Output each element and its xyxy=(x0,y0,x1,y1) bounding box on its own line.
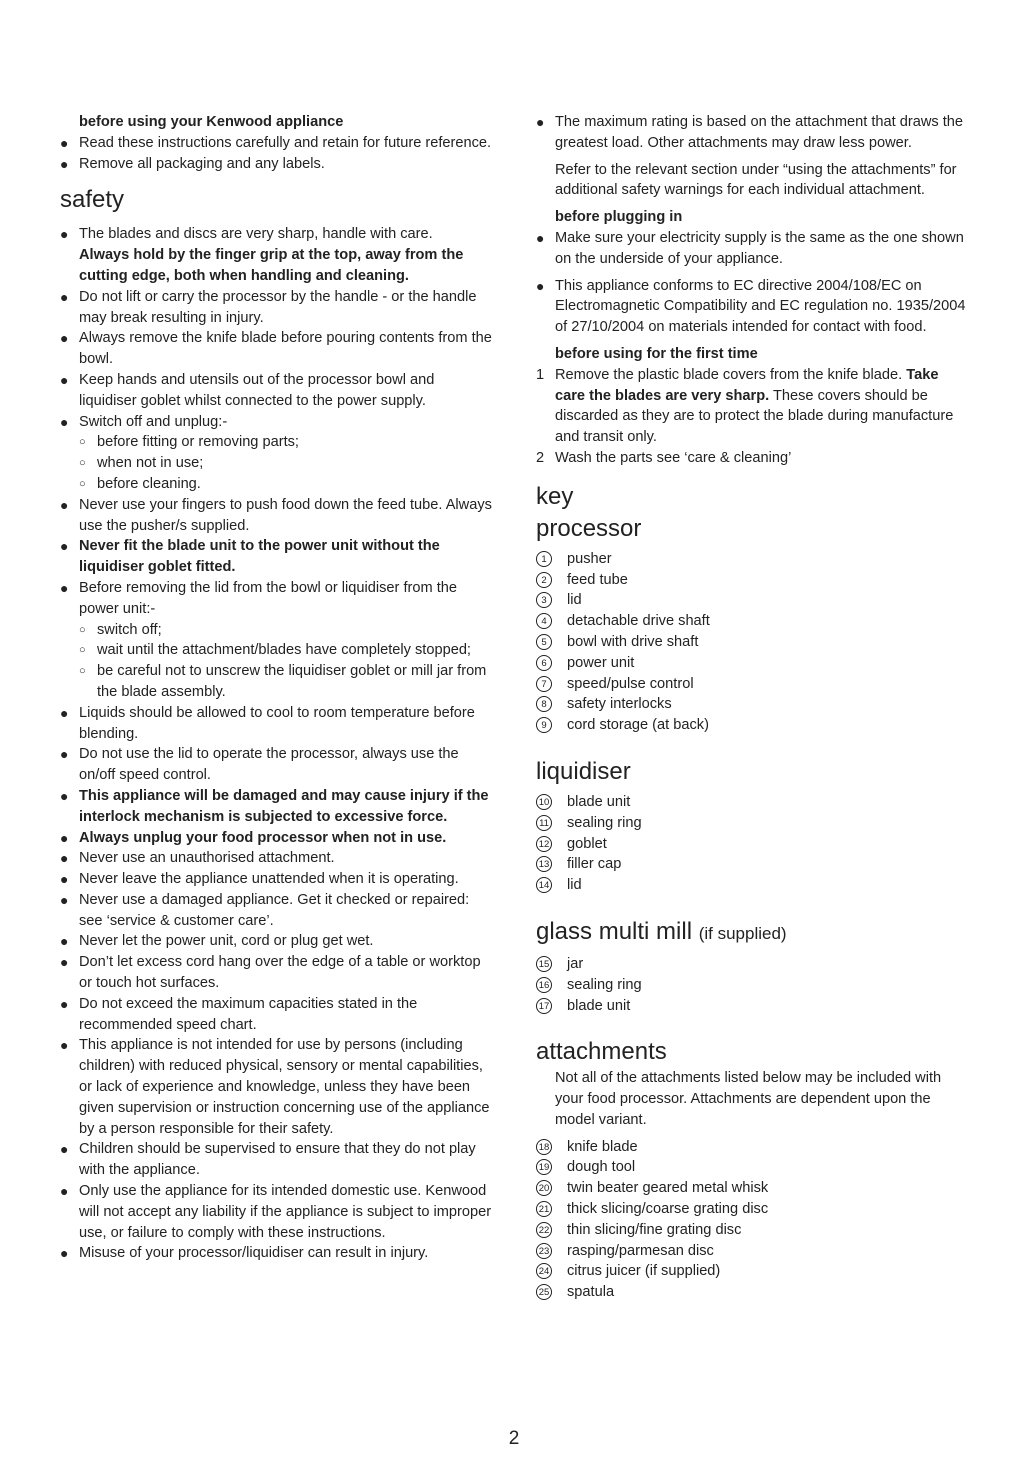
list-item: ● Never use a damaged appliance. Get it checked or repaired: see ‘service & customer care’. xyxy=(60,891,470,929)
key-item xyxy=(536,549,968,570)
key-item xyxy=(536,875,968,896)
key-item xyxy=(536,1220,968,1241)
key-item-label: thin slicing/fine grating disc xyxy=(567,1221,742,1238)
list-item: ● Liquids should be allowed to cool to room temperature before blending. xyxy=(60,704,475,742)
list-item: ● This appliance will be damaged and may cause injury if the interlock mechanism is subjected to excessive force. xyxy=(60,787,489,825)
bullet-icon: ● xyxy=(60,413,69,430)
key-item-label: power unit xyxy=(567,654,635,671)
circled-number: 13 xyxy=(536,856,552,872)
list-item: ● Never let the power unit, cord or plug get wet. xyxy=(60,931,492,952)
attachments-key-list xyxy=(536,1137,968,1303)
safety-heading: safety xyxy=(60,186,125,214)
key-item-label: blade unit xyxy=(567,793,631,810)
key-item xyxy=(536,1137,968,1158)
bullet-icon: ● xyxy=(60,1183,69,1200)
bullet-icon: ● xyxy=(536,114,545,130)
glass-multi-mill-heading: glass multi mill (if supplied) xyxy=(536,917,787,945)
right-column xyxy=(536,112,968,1303)
key-item xyxy=(536,854,968,875)
mill-key-list xyxy=(536,954,968,1016)
processor-heading: processor xyxy=(536,514,642,542)
key-item xyxy=(536,834,968,855)
key-item xyxy=(536,694,968,715)
circled-number: 20 xyxy=(536,1180,552,1196)
list-item: ● Always unplug your food processor when not in use. xyxy=(60,828,492,849)
key-item xyxy=(536,996,968,1017)
bullet-icon: ● xyxy=(60,1141,69,1158)
circled-number: 8 xyxy=(536,696,552,712)
bullet-icon: ● xyxy=(60,330,69,347)
list-item: ● Never use your fingers to push food down the feed tube. Always use the pusher/s supplied. xyxy=(60,496,492,534)
bullet-icon: ● xyxy=(60,933,69,950)
circled-number: 23 xyxy=(536,1243,552,1259)
key-item-label: detachable drive shaft xyxy=(567,613,710,630)
left-column xyxy=(60,112,492,1264)
bullet-icon: ● xyxy=(60,787,69,804)
key-item xyxy=(536,570,968,591)
key-item-label: dough tool xyxy=(567,1159,636,1176)
bullet-icon: ● xyxy=(60,155,69,172)
key-item-label: safety interlocks xyxy=(567,696,672,713)
key-item xyxy=(536,1157,968,1178)
plugging-heading: before plugging in xyxy=(555,209,683,226)
bullet-icon: ● xyxy=(536,229,545,246)
circled-number: 11 xyxy=(536,815,552,831)
bullet-icon: ● xyxy=(60,579,69,596)
list-item: ● The blades and discs are very sharp, handle with care. Always hold by the finger grip at the top, away from the cutting edge, both when handling and cleaning. xyxy=(60,226,464,284)
bullet-icon: ● xyxy=(60,288,69,305)
key-item-label: blade unit xyxy=(567,997,631,1014)
key-item-label: filler cap xyxy=(567,856,622,873)
bullet-icon: ● xyxy=(60,746,69,763)
key-item-label: sealing ring xyxy=(567,976,642,993)
list-item: ● Don’t let excess cord hang over the edge of a table or worktop or touch hot surfaces. xyxy=(60,954,481,992)
list-item: ● Make sure your electricity supply is the same as the one shown on the underside of your appliance. xyxy=(536,229,964,267)
bullet-icon: ● xyxy=(60,995,69,1012)
circled-number: 22 xyxy=(536,1222,552,1238)
key-heading: key xyxy=(536,482,574,510)
circled-number: 9 xyxy=(536,717,552,733)
attachments-heading: attachments xyxy=(536,1038,667,1066)
key-item xyxy=(536,1178,968,1199)
attachments-note: Not all of the attachments listed below may be included with your food processor. Attachments are dependent upon the model variant. xyxy=(555,1070,942,1128)
page-number: 2 xyxy=(508,1428,520,1449)
key-item xyxy=(536,954,968,975)
bullet-icon: ● xyxy=(60,496,69,513)
circled-number: 2 xyxy=(536,572,552,588)
circled-number: 18 xyxy=(536,1139,552,1155)
bullet-icon: ● xyxy=(60,704,69,721)
key-item-label: sealing ring xyxy=(567,814,642,831)
circled-number: 19 xyxy=(536,1159,552,1175)
key-item xyxy=(536,975,968,996)
liquidiser-heading: liquidiser xyxy=(536,757,631,785)
list-item: ● Switch off and unplug:- xyxy=(60,412,492,433)
list-item: ● This appliance conforms to EC directive 2004/108/EC on Electromagnetic Compatibility and EC regulation no. 1935/2004 of 27/10/2004 on materials intended for contact with food. xyxy=(536,277,966,336)
key-item xyxy=(536,792,968,813)
list-item: ● Never leave the appliance unattended when it is operating. xyxy=(60,869,492,890)
attachments-warning-note: Refer to the relevant section under “using the attachments” for additional safety warnings for each individual attachment. xyxy=(555,161,957,199)
key-item xyxy=(536,1241,968,1262)
key-item xyxy=(536,715,968,736)
list-item: ● Never use an unauthorised attachment. xyxy=(60,848,492,869)
list-item: ● This appliance is not intended for use by persons (including children) with reduced physical, sensory or mental capabilities, or lack of experience and knowledge, unless they have been given supervision or instruction concerning use of the appliance by a person responsible for their safety. xyxy=(60,1037,490,1137)
circled-number: 1 xyxy=(536,551,552,567)
circle-bullet-icon: ○ xyxy=(79,457,86,470)
circled-number: 12 xyxy=(536,836,552,852)
key-item xyxy=(536,674,968,695)
key-item xyxy=(536,813,968,834)
circled-number: 16 xyxy=(536,977,552,993)
key-item xyxy=(536,1199,968,1220)
numbered-item: 1 Remove the plastic blade covers from the knife blade. Take care the blades are very sharp. These covers should be discarded as they are to protect the blade during manufacture and transit only. xyxy=(536,366,954,446)
list-item: ● Only use the appliance for its intended domestic use. Kenwood will not accept any liability if the appliance is subject to improper use, or failure to comply with these instructions. xyxy=(60,1183,492,1241)
processor-key-list xyxy=(536,549,968,736)
key-item-label: cord storage (at back) xyxy=(567,717,709,734)
sub-list-item: ○ switch off; xyxy=(60,620,492,641)
key-item-label: feed tube xyxy=(567,571,628,588)
liquidiser-key-list xyxy=(536,792,968,896)
key-item-label: rasping/parmesan disc xyxy=(567,1242,714,1259)
list-item: ● Misuse of your processor/liquidiser can result in injury. xyxy=(60,1243,492,1264)
key-item xyxy=(536,1261,968,1282)
list-item: ● Do not use the lid to operate the processor, always use the on/off speed control. xyxy=(60,746,459,784)
key-item-label: thick slicing/coarse grating disc xyxy=(567,1201,769,1218)
key-item-label: knife blade xyxy=(567,1138,638,1155)
key-item-label: pusher xyxy=(567,550,612,567)
bullet-icon: ● xyxy=(60,954,69,971)
list-item: ● Remove all packaging and any labels. xyxy=(60,154,492,175)
sub-list-item: ○ before fitting or removing parts; xyxy=(60,432,492,453)
sub-list-item: ○ before cleaning. xyxy=(60,474,492,495)
list-item: ● Read these instructions carefully and retain for future reference. xyxy=(60,133,492,154)
circled-number: 25 xyxy=(536,1284,552,1300)
key-item-label: bowl with drive shaft xyxy=(567,633,699,650)
circled-number: 3 xyxy=(536,592,552,608)
bullet-icon: ● xyxy=(60,850,69,867)
circled-number: 14 xyxy=(536,877,552,893)
list-item: ● Do not lift or carry the processor by the handle - or the handle may break resulting in injury. xyxy=(60,288,477,326)
key-item xyxy=(536,590,968,611)
key-item-label: lid xyxy=(567,877,582,894)
list-item: ● The maximum rating is based on the attachment that draws the greatest load. Other attachments may draw less power. xyxy=(536,114,964,151)
key-item-label: citrus juicer (if supplied) xyxy=(567,1263,721,1280)
sub-list-item: ○ wait until the attachment/blades have completely stopped; xyxy=(60,640,492,661)
key-item-label: goblet xyxy=(567,835,607,852)
key-item xyxy=(536,653,968,674)
circle-bullet-icon: ○ xyxy=(79,665,86,678)
circled-number: 15 xyxy=(536,956,552,972)
circled-number: 17 xyxy=(536,998,552,1014)
circled-number: 10 xyxy=(536,794,552,810)
circled-number: 24 xyxy=(536,1263,552,1279)
key-item-label: lid xyxy=(567,592,582,609)
sub-list-item: ○ when not in use; xyxy=(60,453,492,474)
list-item: ● Do not exceed the maximum capacities stated in the recommended speed chart. xyxy=(60,995,418,1033)
intro-heading: before using your Kenwood appliance xyxy=(79,114,344,130)
list-item: ● Keep hands and utensils out of the processor bowl and liquidiser goblet whilst connected to the power supply. xyxy=(60,371,435,409)
circle-bullet-icon: ○ xyxy=(79,436,86,449)
bullet-icon: ● xyxy=(536,277,545,294)
key-item-label: speed/pulse control xyxy=(567,675,694,692)
bullet-icon: ● xyxy=(60,1037,69,1054)
bullet-icon: ● xyxy=(60,226,69,243)
circle-bullet-icon: ○ xyxy=(79,477,86,490)
bullet-icon: ● xyxy=(60,134,69,151)
key-item xyxy=(536,611,968,632)
bullet-icon: ● xyxy=(60,891,69,908)
key-item-label: spatula xyxy=(567,1284,615,1301)
circle-bullet-icon: ○ xyxy=(79,644,86,657)
bullet-icon: ● xyxy=(60,829,69,846)
circled-number: 6 xyxy=(536,655,552,671)
sub-list-item: ○ be careful not to unscrew the liquidiser goblet or mill jar from the blade assembly. xyxy=(79,663,487,700)
list-item: ● Children should be supervised to ensure that they do not play with the appliance. xyxy=(60,1141,476,1179)
circled-number: 7 xyxy=(536,676,552,692)
bullet-icon: ● xyxy=(60,538,69,555)
key-item-label: jar xyxy=(567,955,584,972)
numbered-item: 2 Wash the parts see ‘care & cleaning’ xyxy=(536,449,792,466)
first-time-heading: before using for the first time xyxy=(555,345,758,362)
circle-bullet-icon: ○ xyxy=(79,623,86,636)
bullet-icon: ● xyxy=(60,1245,69,1262)
key-item xyxy=(536,632,968,653)
list-item: ● Always remove the knife blade before pouring contents from the bowl. xyxy=(60,330,492,368)
list-item: ● Never fit the blade unit to the power unit without the liquidiser goblet fitted. xyxy=(60,538,440,576)
list-item: ● Before removing the lid from the bowl or liquidiser from the power unit:- xyxy=(60,579,457,617)
circled-number: 21 xyxy=(536,1201,552,1217)
circled-number: 4 xyxy=(536,613,552,629)
key-item xyxy=(536,1282,968,1303)
key-item-label: twin beater geared metal whisk xyxy=(567,1180,769,1197)
bullet-icon: ● xyxy=(60,871,69,888)
circled-number: 5 xyxy=(536,634,552,650)
bullet-icon: ● xyxy=(60,371,69,388)
